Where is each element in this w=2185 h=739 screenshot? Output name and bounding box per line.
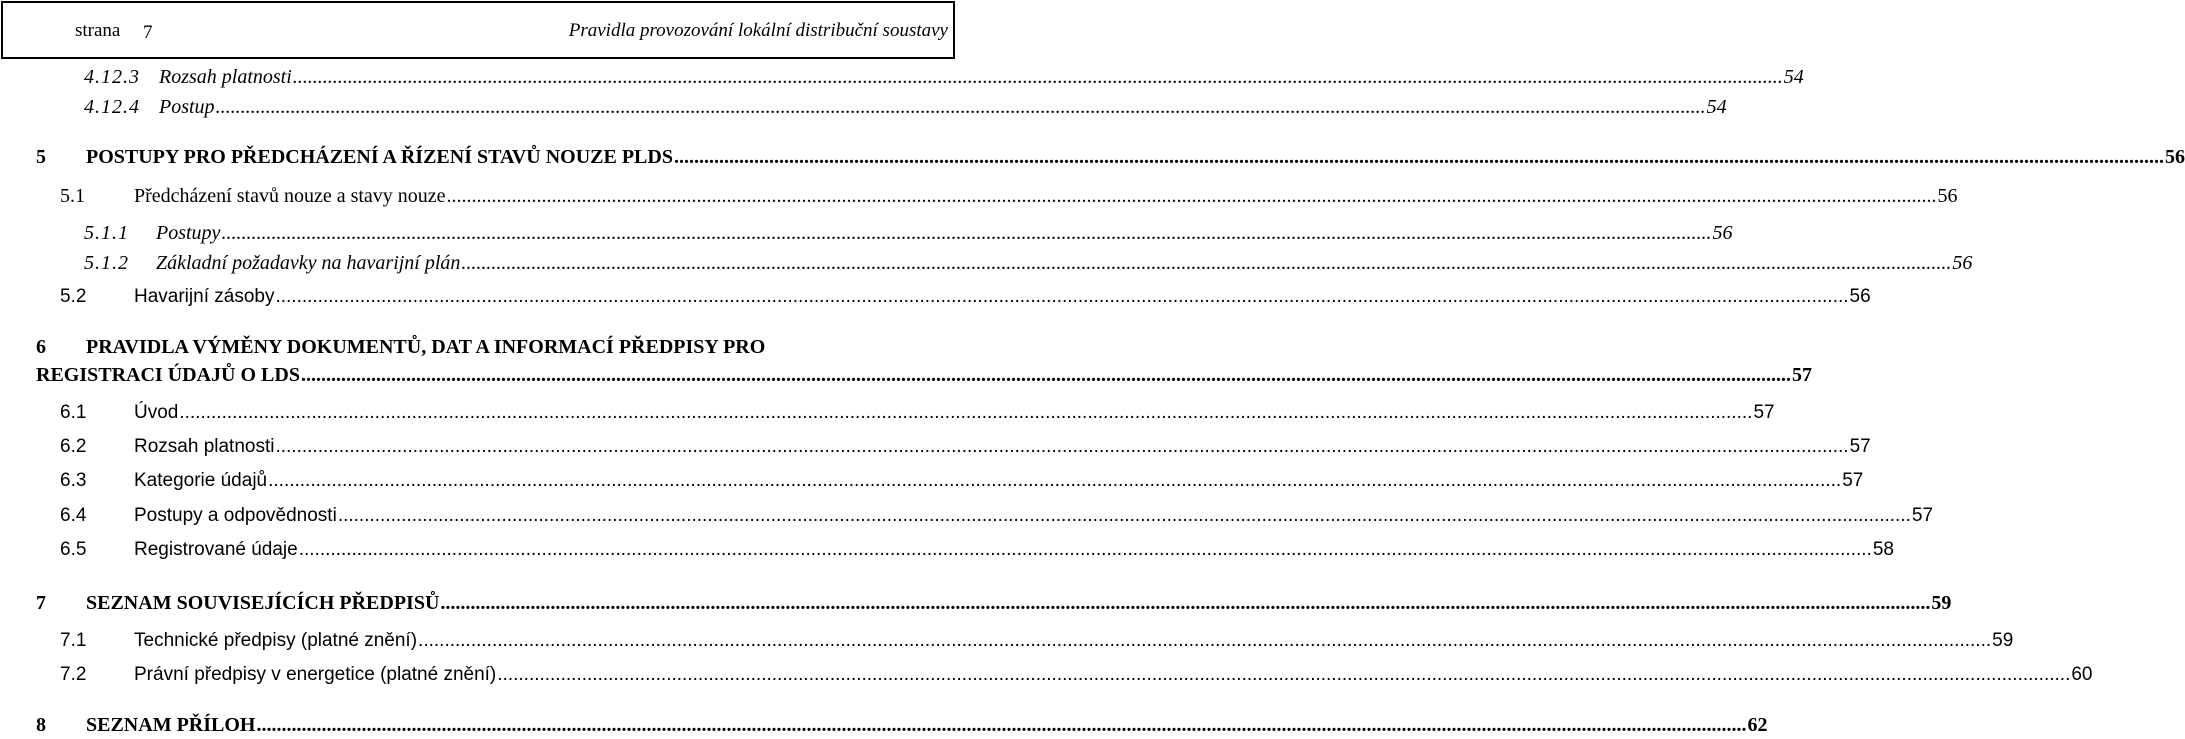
toc-entry-number: 4.12.4	[84, 96, 140, 118]
toc-entry-page: 56	[1937, 185, 1958, 207]
toc-entry-number: 6.5	[60, 539, 87, 560]
toc-entry-page: 59	[1992, 630, 2014, 651]
toc-entry-number: 6	[36, 336, 46, 358]
toc-entry-title: Rozsah platnosti	[134, 436, 275, 457]
toc-leader	[275, 286, 1848, 308]
toc-entry-page: 57	[1842, 470, 1864, 491]
toc-entry-title: Havarijní zásoby	[134, 286, 275, 307]
toc-entry-page: 58	[1872, 539, 1894, 560]
toc-leader	[301, 364, 1791, 387]
toc-leader	[293, 66, 1783, 89]
toc-leader	[497, 664, 2070, 686]
toc-entry-5[interactable]	[36, 146, 2185, 169]
toc-leader	[338, 505, 1911, 527]
toc-entry-number: 6.4	[60, 505, 87, 526]
toc-leader	[440, 592, 1930, 615]
toc-entry-title: Registrované údaje	[134, 539, 298, 560]
toc-entry-title: Postup	[159, 96, 215, 118]
toc-entry-6-4[interactable]	[60, 505, 1934, 527]
toc-entry-title: Základní požadavky na havarijní plán	[156, 252, 461, 274]
toc-entry-number: 4.12.3	[84, 66, 140, 88]
toc-entry-6-line1[interactable]	[36, 336, 950, 359]
toc-leader	[447, 185, 1937, 208]
toc-leader	[179, 402, 1752, 424]
toc-entry-number: 5.1	[60, 185, 85, 207]
toc-entry-page: 56	[2164, 146, 2185, 168]
toc-entry-title: PRAVIDLA VÝMĚNY DOKUMENTŮ, DAT A INFORMACÍ PŘEDPISY PRO	[86, 336, 766, 358]
page-number: 7	[143, 22, 153, 43]
document-title: Pravidla provozování lokální distribuční soustavy	[568, 20, 948, 41]
toc-entry-page: 57	[1791, 364, 1812, 386]
toc-entry-number: 5.1.2	[84, 252, 129, 274]
toc-entry-page: 60	[2071, 664, 2093, 685]
toc-entry-title: Kategorie údajů	[134, 470, 268, 491]
toc-entry-6-2[interactable]	[60, 436, 1871, 458]
toc-leader	[275, 436, 1848, 458]
toc-entry-number: 6.2	[60, 436, 87, 457]
toc-entry-number: 6.1	[60, 402, 87, 423]
toc-leader	[418, 630, 1991, 652]
toc-entry-title: Postupy a odpovědnosti	[134, 505, 337, 526]
toc-entry-title: Technické předpisy (platné znění)	[134, 630, 418, 651]
toc-leader	[674, 146, 2164, 169]
toc-entry-6-5[interactable]	[60, 539, 1894, 561]
toc-entry-5-1[interactable]	[60, 185, 1958, 208]
toc-entry-5-1-1[interactable]	[84, 222, 1733, 245]
toc-entry-title: POSTUPY PRO PŘEDCHÁZENÍ A ŘÍZENÍ STAVŮ NOUZE PLDS	[86, 146, 673, 168]
toc-entry-title: Postupy	[156, 222, 221, 244]
toc-entry-title: SEZNAM SOUVISEJÍCÍCH PŘEDPISŮ	[86, 592, 440, 614]
toc-entry-7-1[interactable]	[60, 630, 2014, 652]
toc-entry-title: Úvod	[134, 402, 179, 423]
toc-leader	[299, 539, 1872, 561]
toc-entry-8[interactable]	[36, 714, 1768, 737]
toc-entry-7[interactable]	[36, 592, 1952, 615]
toc-entry-number: 7	[36, 592, 46, 614]
toc-entry-page: 56	[1952, 252, 1973, 274]
toc-entry-number: 6.3	[60, 470, 87, 491]
toc-entry-number: 5.2	[60, 286, 87, 307]
toc-entry-6-1[interactable]	[60, 402, 1775, 424]
toc-entry-page: 54	[1783, 66, 1804, 88]
toc-entry-page: 59	[1931, 592, 1952, 614]
toc-entry-4-12-3[interactable]	[84, 66, 1804, 89]
toc-entry-page: 57	[1753, 402, 1775, 423]
toc-entry-page: 54	[1706, 96, 1727, 118]
toc-entry-5-1-2[interactable]	[84, 252, 1973, 275]
toc-leader	[268, 470, 1841, 492]
toc-entry-page: 57	[1911, 505, 1934, 526]
toc-entry-page: 56	[1712, 222, 1733, 244]
toc-entry-4-12-4[interactable]	[84, 96, 1727, 119]
toc-entry-7-2[interactable]	[60, 664, 2093, 686]
toc-entry-number: 8	[36, 714, 46, 736]
toc-entry-page: 62	[1747, 714, 1768, 736]
toc-leader	[221, 222, 1711, 245]
toc-entry-title: Právní předpisy v energetice (platné znění)	[134, 664, 497, 685]
toc-entry-page: 56	[1849, 286, 1871, 307]
toc-entry-5-2[interactable]	[60, 286, 1871, 308]
toc-entry-6-line2[interactable]	[36, 364, 1812, 387]
toc-leader	[216, 96, 1706, 119]
toc-leader	[256, 714, 1746, 737]
page-label: strana	[75, 20, 121, 41]
toc-leader	[461, 252, 1951, 275]
toc-entry-title: SEZNAM PŘÍLOH	[86, 714, 256, 736]
toc-entry-6-3[interactable]	[60, 470, 1864, 492]
toc-entry-number: 7.1	[60, 630, 87, 651]
toc-entry-title: Předcházení stavů nouze a stavy nouze	[134, 185, 446, 207]
toc-entry-title-continued: REGISTRACI ÚDAJŮ O LDS	[36, 364, 300, 386]
toc-entry-number: 7.2	[60, 664, 87, 685]
toc-entry-title: Rozsah platnosti	[159, 66, 292, 88]
toc-entry-page: 57	[1849, 436, 1871, 457]
toc-entry-number: 5	[36, 146, 46, 168]
toc-entry-number: 5.1.1	[84, 222, 129, 244]
